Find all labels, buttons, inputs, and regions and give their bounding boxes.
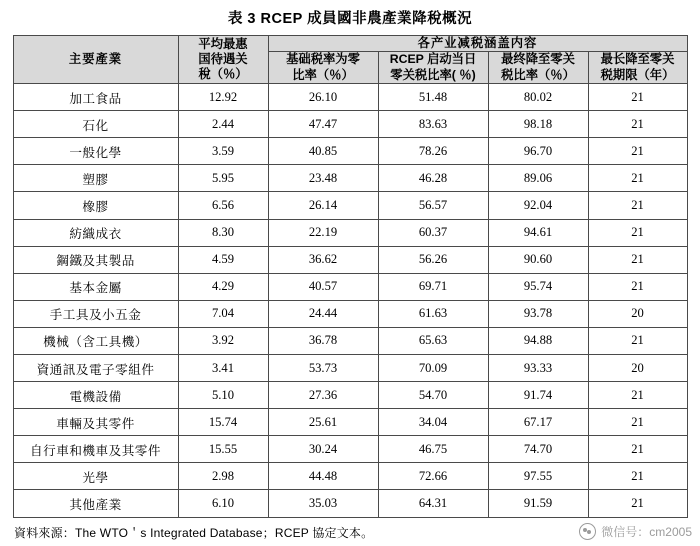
table-row	[13, 111, 687, 138]
column-header-zero-start-line1: RCEP 启动当日	[389, 52, 477, 67]
cell-zero-base: 30.24	[268, 436, 378, 463]
cell-mfn: 2.44	[178, 111, 268, 138]
wechat-icon	[579, 523, 596, 540]
cell-years: 21	[588, 111, 687, 138]
cell-industry: 其他產業	[13, 490, 178, 517]
cell-zero-final: 91.59	[488, 490, 588, 517]
cell-mfn: 7.04	[178, 300, 268, 327]
column-header-zero-final	[488, 52, 588, 84]
cell-zero-final: 93.78	[488, 300, 588, 327]
cell-mfn: 12.92	[178, 84, 268, 111]
cell-zero-start: 56.26	[378, 246, 488, 273]
cell-zero-base: 36.78	[268, 327, 378, 354]
column-header-mfn-line1: 平均最惠	[198, 36, 248, 51]
table-row	[13, 327, 687, 354]
cell-industry: 鋼鐵及其製品	[13, 246, 178, 273]
cell-zero-base: 26.14	[268, 192, 378, 219]
table-header-row-1	[13, 36, 687, 52]
cell-industry: 自行車和機車及其零件	[13, 436, 178, 463]
cell-zero-start: 60.37	[378, 219, 488, 246]
cell-zero-base: 53.73	[268, 355, 378, 382]
cell-mfn: 15.74	[178, 409, 268, 436]
cell-industry: 一般化學	[13, 138, 178, 165]
cell-years: 21	[588, 138, 687, 165]
column-header-mfn-line2: 国待遇关	[198, 51, 248, 66]
cell-years: 21	[588, 327, 687, 354]
table-row	[13, 436, 687, 463]
table-row	[13, 84, 687, 111]
column-header-zero-final-line1: 最终降至零关	[501, 52, 575, 67]
cell-zero-start: 54.70	[378, 382, 488, 409]
table-row	[13, 273, 687, 300]
cell-zero-final: 97.55	[488, 463, 588, 490]
table-row	[13, 409, 687, 436]
table-header	[13, 36, 687, 84]
cell-years: 21	[588, 219, 687, 246]
table-row	[13, 138, 687, 165]
cell-zero-final: 94.88	[488, 327, 588, 354]
cell-zero-start: 72.66	[378, 463, 488, 490]
cell-industry: 光學	[13, 463, 178, 490]
column-header-zero-final-line2: 税比率（％）	[501, 67, 575, 82]
cell-mfn: 3.59	[178, 138, 268, 165]
cell-zero-base: 36.62	[268, 246, 378, 273]
cell-mfn: 8.30	[178, 219, 268, 246]
cell-zero-final: 89.06	[488, 165, 588, 192]
cell-industry: 資通訊及電子零組件	[13, 355, 178, 382]
cell-mfn: 3.92	[178, 327, 268, 354]
table-row	[13, 192, 687, 219]
cell-zero-base: 26.10	[268, 84, 378, 111]
column-header-zero-start	[378, 52, 488, 84]
page-title: 表 3 RCEP 成員國非農產業降稅概況	[227, 11, 473, 27]
cell-mfn: 15.55	[178, 436, 268, 463]
cell-years: 21	[588, 463, 687, 490]
cell-zero-final: 92.04	[488, 192, 588, 219]
cell-zero-start: 56.57	[378, 192, 488, 219]
table-row	[13, 246, 687, 273]
cell-zero-start: 46.28	[378, 165, 488, 192]
column-header-zero-base-line2: 比率（％）	[292, 67, 354, 82]
cell-industry: 橡膠	[13, 192, 178, 219]
table-row	[13, 355, 687, 382]
column-header-max-years-line2: 税期限（年）	[600, 67, 675, 82]
cell-zero-start: 65.63	[378, 327, 488, 354]
cell-zero-final: 74.70	[488, 436, 588, 463]
cell-zero-final: 96.70	[488, 138, 588, 165]
cell-zero-start: 69.71	[378, 273, 488, 300]
cell-zero-start: 34.04	[378, 409, 488, 436]
cell-years: 21	[588, 382, 687, 409]
table-body	[13, 84, 687, 518]
cell-mfn: 5.10	[178, 382, 268, 409]
cell-industry: 紡織成衣	[13, 219, 178, 246]
cell-industry: 塑膠	[13, 165, 178, 192]
cell-zero-start: 51.48	[378, 84, 488, 111]
cell-mfn: 3.41	[178, 355, 268, 382]
cell-zero-base: 44.48	[268, 463, 378, 490]
table-row	[13, 300, 687, 327]
column-header-group-reduction: 各产业减税涵盖内容	[268, 36, 687, 52]
cell-industry: 手工具及小五金	[13, 300, 178, 327]
cell-mfn: 2.98	[178, 463, 268, 490]
cell-mfn: 5.95	[178, 165, 268, 192]
table-row	[13, 219, 687, 246]
column-header-zero-base-line1: 基础税率为零	[286, 52, 360, 67]
table-row	[13, 382, 687, 409]
cell-years: 21	[588, 246, 687, 273]
cell-years: 20	[588, 355, 687, 382]
cell-years: 21	[588, 84, 687, 111]
cell-zero-start: 61.63	[378, 300, 488, 327]
cell-zero-start: 78.26	[378, 138, 488, 165]
cell-zero-final: 98.18	[488, 111, 588, 138]
cell-industry: 加工食品	[13, 84, 178, 111]
cell-zero-base: 35.03	[268, 490, 378, 517]
table-row	[13, 165, 687, 192]
cell-mfn: 6.10	[178, 490, 268, 517]
cell-zero-final: 67.17	[488, 409, 588, 436]
cell-zero-base: 24.44	[268, 300, 378, 327]
cell-zero-start: 46.75	[378, 436, 488, 463]
cell-years: 20	[588, 300, 687, 327]
column-header-zero-start-line2: 零关税比率( ％)	[390, 67, 476, 82]
column-header-max-years-line1: 最长降至零关	[600, 52, 675, 67]
column-header-zero-base	[268, 52, 378, 84]
rcep-tariff-table	[13, 35, 688, 518]
cell-years: 21	[588, 409, 687, 436]
cell-mfn: 6.56	[178, 192, 268, 219]
cell-zero-start: 64.31	[378, 490, 488, 517]
cell-industry: 電機設備	[13, 382, 178, 409]
source-note: 資料來源：The WTO＇s Integrated Database；RCEP 協定文本。	[14, 525, 374, 540]
cell-zero-base: 23.48	[268, 165, 378, 192]
cell-zero-final: 90.60	[488, 246, 588, 273]
cell-zero-base: 25.61	[268, 409, 378, 436]
cell-years: 21	[588, 165, 687, 192]
column-header-mfn-line3: 稅（％）	[198, 67, 248, 82]
cell-mfn: 4.29	[178, 273, 268, 300]
watermark-label: 微信号：cm2005	[601, 525, 692, 539]
cell-mfn: 4.59	[178, 246, 268, 273]
cell-years: 21	[588, 490, 687, 517]
cell-years: 21	[588, 192, 687, 219]
table-row	[13, 463, 687, 490]
cell-industry: 基本金屬	[13, 273, 178, 300]
column-header-mfn	[178, 36, 268, 84]
cell-industry: 車輛及其零件	[13, 409, 178, 436]
cell-zero-start: 70.09	[378, 355, 488, 382]
cell-industry: 石化	[13, 111, 178, 138]
column-header-industry: 主要產業	[13, 36, 178, 84]
cell-years: 21	[588, 273, 687, 300]
column-header-max-years	[588, 52, 687, 84]
table-row	[13, 490, 687, 517]
cell-industry: 機械（含工具機）	[13, 327, 178, 354]
cell-zero-final: 80.02	[488, 84, 588, 111]
cell-zero-base: 47.47	[268, 111, 378, 138]
cell-zero-final: 94.61	[488, 219, 588, 246]
cell-zero-final: 95.74	[488, 273, 588, 300]
cell-zero-base: 27.36	[268, 382, 378, 409]
watermark	[579, 523, 692, 540]
cell-zero-base: 40.57	[268, 273, 378, 300]
cell-zero-final: 93.33	[488, 355, 588, 382]
cell-zero-base: 22.19	[268, 219, 378, 246]
cell-zero-base: 40.85	[268, 138, 378, 165]
cell-zero-start: 83.63	[378, 111, 488, 138]
cell-years: 21	[588, 436, 687, 463]
cell-zero-final: 91.74	[488, 382, 588, 409]
